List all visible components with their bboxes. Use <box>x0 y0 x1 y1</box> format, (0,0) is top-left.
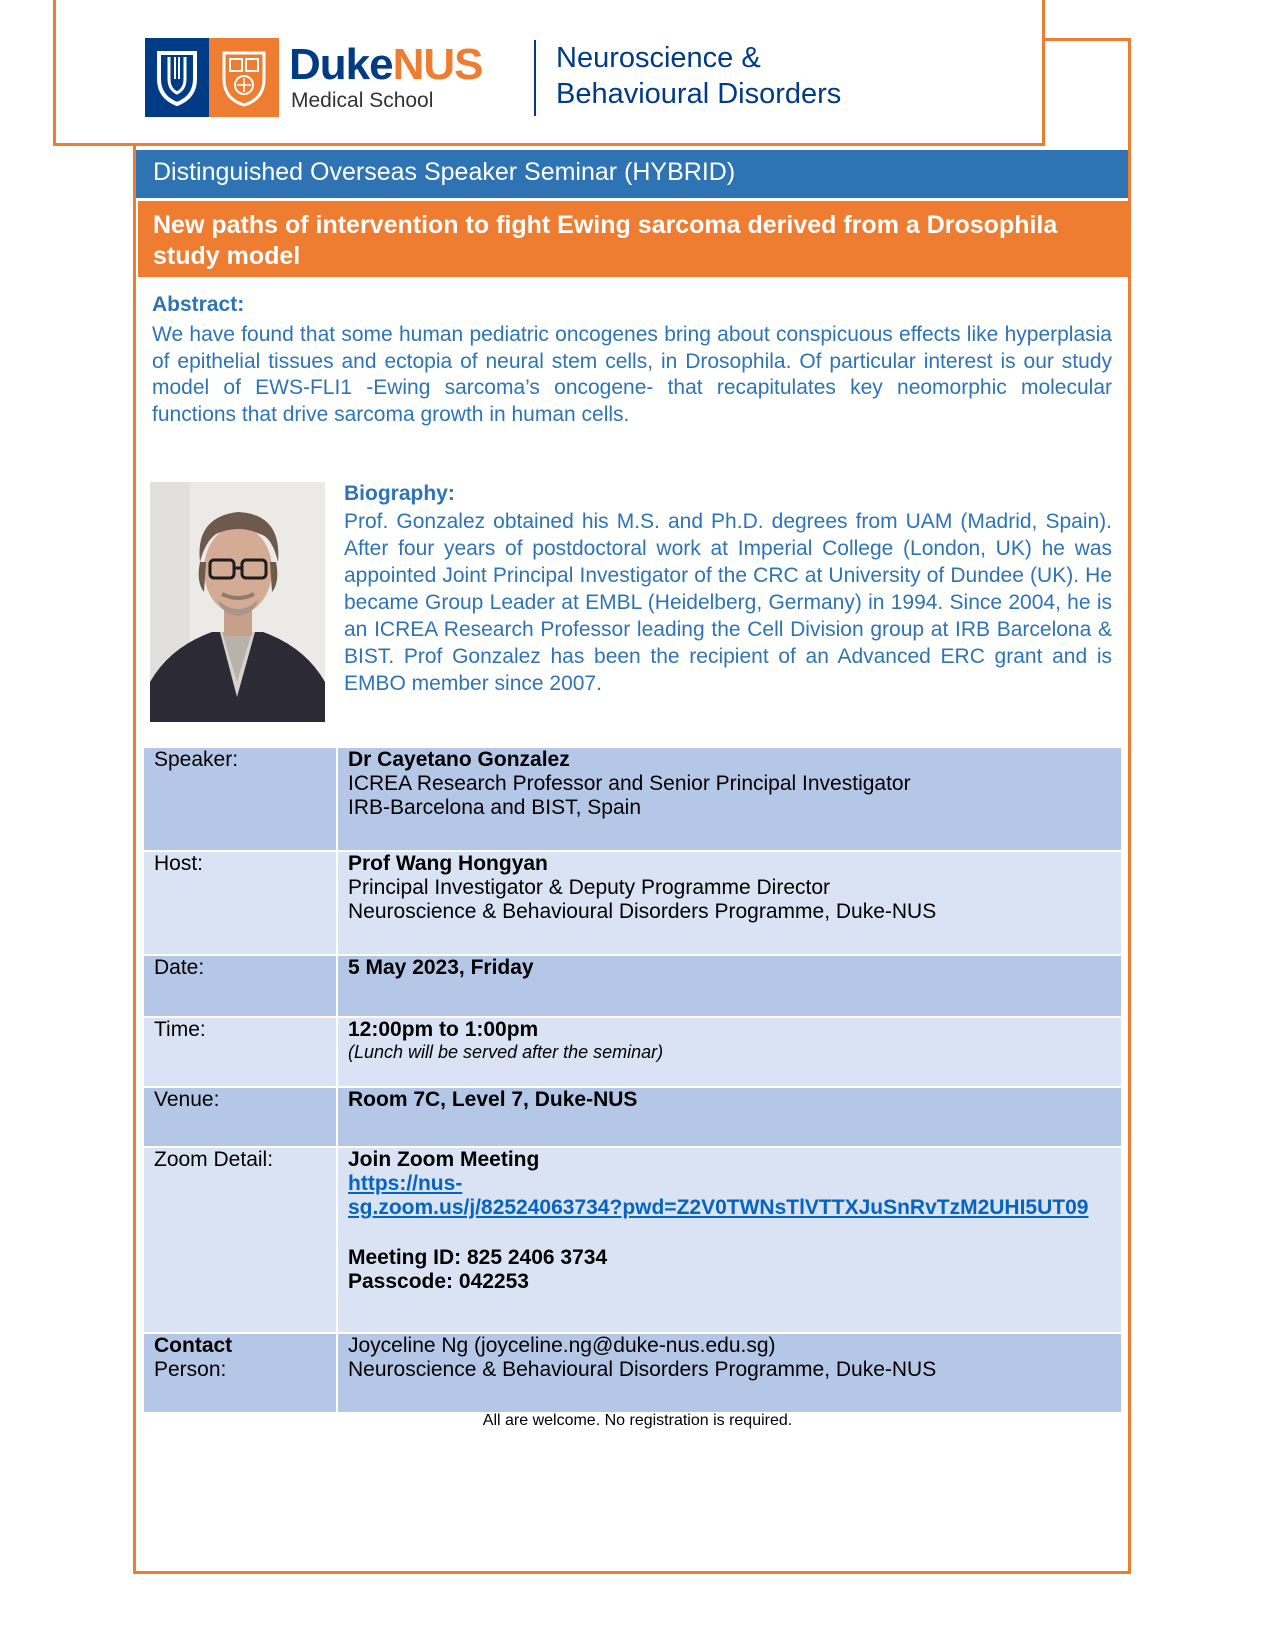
host-role: Principal Investigator & Deputy Programme Director <box>348 876 831 899</box>
contact-affiliation: Neuroscience & Behavioural Disorders Programme, Duke-NUS <box>348 1358 937 1381</box>
time-cell <box>337 1017 1122 1087</box>
venue-row <box>143 1087 1122 1147</box>
seminar-type-banner: Distinguished Overseas Speaker Seminar (HYBRID) <box>136 150 1128 198</box>
zoom-link-line-1[interactable]: https://nus- <box>348 1172 463 1195</box>
host-name: Prof Wang Hongyan <box>348 852 548 875</box>
logo-subtitle: Medical School <box>291 88 434 112</box>
biography-heading: Biography: <box>344 482 455 505</box>
welcome-note: All are welcome. No registration is required. <box>482 1412 793 1429</box>
seminar-title: New paths of intervention to fight Ewing sarcoma derived from a Drosophila study model <box>138 201 1128 277</box>
abstract-text: We have found that some human pediatric oncogenes bring about conspicuous effects like hyperplasia of epithelial tissues and ectopia of neural stem cells, in Drosophila. Of particular interest is our study model of EWS-FLI1 -Ewing sarcoma’s oncogene- that recapitulates key neomorphic molecular functions that drive sarcoma growth in human cells. <box>152 323 1112 426</box>
time-value: 12:00pm to 1:00pm <box>348 1018 539 1041</box>
duke-shield-icon <box>145 38 209 117</box>
speaker-row <box>143 747 1122 851</box>
contact-value: Joyceline Ng (joyceline.ng@duke-nus.edu.sg) <box>348 1334 776 1357</box>
host-cell <box>337 851 1122 955</box>
logo-word-duke: Duke <box>289 39 393 89</box>
date-row <box>143 955 1122 1017</box>
zoom-label: Zoom Detail: <box>143 1147 337 1333</box>
abstract-heading: Abstract: <box>152 293 245 316</box>
speaker-cell <box>337 747 1122 851</box>
speaker-label: Speaker: <box>143 747 337 851</box>
seminar-details-table <box>142 746 1123 1414</box>
department-line-2: Behavioural Disorders <box>556 78 842 110</box>
host-row <box>143 851 1122 955</box>
contact-label <box>143 1333 337 1413</box>
logo-divider <box>534 40 536 116</box>
biography-text: Prof. Gonzalez obtained his M.S. and Ph.D. degrees from UAM (Madrid, Spain). After four years of postdoctoral work at Imperial College (London, UK) he was appointed Joint Principal Investigator of the CRC at University of Dundee (UK). He became Group Leader at EMBL (Heidelberg, Germany) in 1994. Since 2004, he is an ICREA Research Professor leading the Cell Division group at IRB Barcelona & BIST. Prof Gonzalez has been the recipient of an Advanced ERC grant and is EMBO member since 2007. <box>344 510 1112 695</box>
speaker-name: Dr Cayetano Gonzalez <box>348 748 570 771</box>
venue-label: Venue: <box>143 1087 337 1147</box>
speaker-photo <box>150 482 325 722</box>
zoom-row <box>143 1147 1122 1333</box>
date-value: 5 May 2023, Friday <box>337 955 1122 1017</box>
department-line-1: Neuroscience & <box>556 42 761 74</box>
zoom-meeting-id: Meeting ID: 825 2406 3734 <box>348 1246 608 1269</box>
venue-value: Room 7C, Level 7, Duke-NUS <box>337 1087 1122 1147</box>
speaker-affiliation: IRB-Barcelona and BIST, Spain <box>348 796 641 819</box>
zoom-join-text: Join Zoom Meeting <box>348 1148 540 1171</box>
host-affiliation: Neuroscience & Behavioural Disorders Programme, Duke-NUS <box>348 900 937 923</box>
zoom-cell <box>337 1147 1122 1333</box>
contact-label-line-1: Contact <box>154 1334 233 1357</box>
contact-cell <box>337 1333 1122 1413</box>
time-row <box>143 1017 1122 1087</box>
nus-crest-icon <box>209 38 279 117</box>
contact-label-line-2: Person: <box>154 1358 227 1381</box>
time-note: (Lunch will be served after the seminar) <box>348 1042 664 1062</box>
contact-row <box>143 1333 1122 1413</box>
date-label: Date: <box>143 955 337 1017</box>
zoom-link-line-2[interactable]: sg.zoom.us/j/82524063734?pwd=Z2V0TWNsTlVTTXJuSnRvTzM2UHI5UT09 <box>348 1196 1089 1219</box>
duke-nus-logo <box>145 38 483 117</box>
department-name <box>556 40 841 112</box>
logo-word-nus: NUS <box>392 39 483 89</box>
zoom-passcode: Passcode: 042253 <box>348 1270 529 1293</box>
time-label: Time: <box>143 1017 337 1087</box>
speaker-role: ICREA Research Professor and Senior Principal Investigator <box>348 772 911 795</box>
logo-wordmark <box>289 39 483 113</box>
host-label: Host: <box>143 851 337 955</box>
